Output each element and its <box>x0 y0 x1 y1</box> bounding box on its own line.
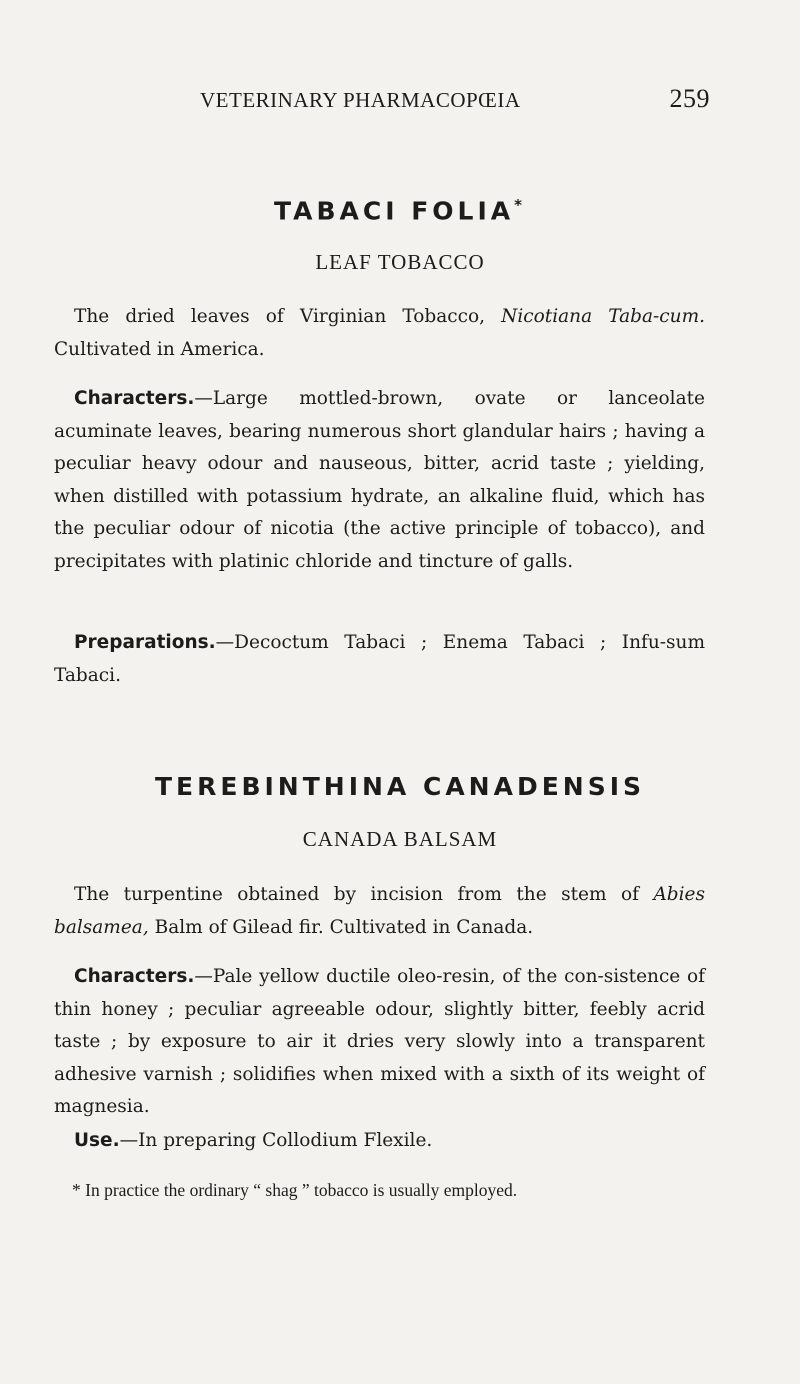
characters-label: Characters. <box>74 388 195 409</box>
section1-title: TABACI FOLIA* <box>274 196 526 226</box>
section2-subtitle: CANADA BALSAM <box>302 827 498 851</box>
page-number: 259 <box>669 84 710 113</box>
section1-subtitle: LEAF TOBACCO <box>315 250 485 274</box>
footnote-mark: * <box>72 1180 81 1200</box>
section1-characters: Characters.—Large mottled-brown, ovate or lanceolate acuminate leaves, bearing numerous short glandular hairs ; having a peculiar heavy odour and nauseous, bitter, acrid taste ; yielding, when distilled with potassium hydrate, an alkaline fluid, which has the peculiar odour of nicotia (the active principle of tobacco), and precipitates with platinic chloride and tincture of galls. <box>54 388 705 572</box>
section2-title: TEREBINTHINA CANADENSIS <box>154 772 646 801</box>
section2-characters: Characters.—Pale yellow ductile oleo-resin, of the con-sistence of thin honey ; peculiar agreeable odour, slightly bitter, feebly acrid taste ; by exposure to air it dries very slowly into a transparent adhesive varnish ; solidifies when mixed with a sixth of its weight of magnesia. <box>54 966 705 1117</box>
section1-intro: The dried leaves of Virginian Tobacco, Nicotiana Taba-cum. Cultivated in America. <box>54 306 705 360</box>
footnote-reference: * <box>514 196 526 214</box>
use-label: Use. <box>74 1130 120 1151</box>
running-head <box>200 84 710 114</box>
running-head-title: VETERINARY PHARMACOPŒIA <box>200 88 521 112</box>
characters-label: Characters. <box>74 966 195 987</box>
preparations-label: Preparations. <box>74 632 216 653</box>
section2-intro: The turpentine obtained by incision from the stem of Abies balsamea, Balm of Gilead fir. Cultivated in Canada. <box>54 884 705 938</box>
footnote: * In practice the ordinary “ shag ” tobacco is usually employed. <box>72 1180 518 1200</box>
section2-use: Use.—In preparing Collodium Flexile. <box>74 1130 433 1151</box>
section1-preparations: Preparations.—Decoctum Tabaci ; Enema Tabaci ; Infu-sum Tabaci. <box>54 632 705 686</box>
